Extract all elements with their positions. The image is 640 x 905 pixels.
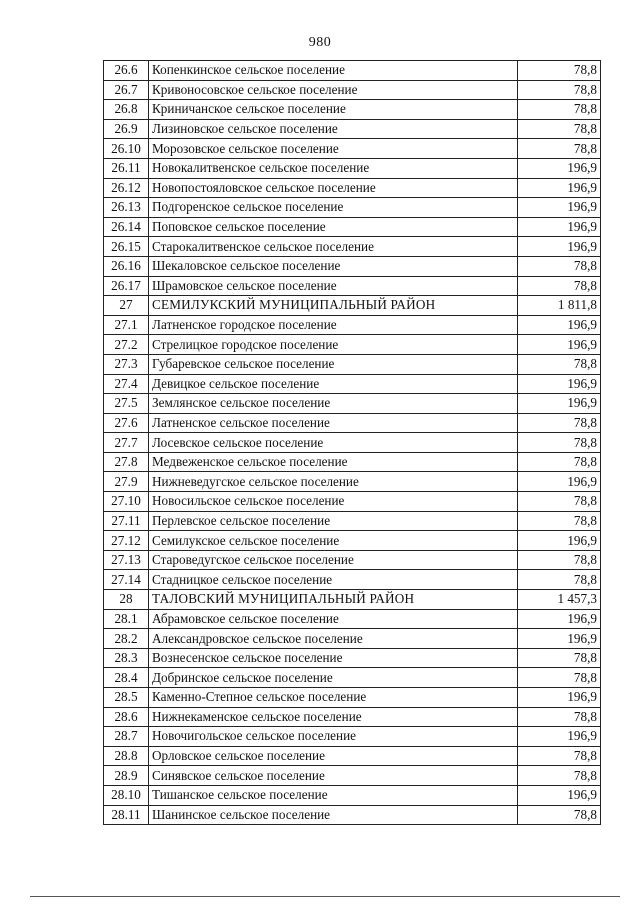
table-row bbox=[104, 668, 601, 688]
row-number: 27.3 bbox=[104, 354, 149, 374]
settlement-name: СЕМИЛУКСКИЙ МУНИЦИПАЛЬНЫЙ РАЙОН bbox=[149, 296, 518, 316]
settlement-name: Новопостояловское сельское поселение bbox=[149, 178, 518, 198]
table-row bbox=[104, 374, 601, 394]
table-row bbox=[104, 315, 601, 335]
settlement-name: Лосевское сельское поселение bbox=[149, 433, 518, 453]
table-row bbox=[104, 746, 601, 766]
row-number: 28.6 bbox=[104, 707, 149, 727]
settlement-name: Шекаловское сельское поселение bbox=[149, 256, 518, 276]
row-number: 27.13 bbox=[104, 550, 149, 570]
row-number: 26.11 bbox=[104, 158, 149, 178]
settlement-name: Семилукское сельское поселение bbox=[149, 531, 518, 551]
table-row bbox=[104, 237, 601, 257]
amount-value: 196,9 bbox=[518, 158, 601, 178]
row-number: 28.1 bbox=[104, 609, 149, 629]
settlement-name: ТАЛОВСКИЙ МУНИЦИПАЛЬНЫЙ РАЙОН bbox=[149, 590, 518, 610]
row-number: 26.10 bbox=[104, 139, 149, 159]
row-number: 27 bbox=[104, 296, 149, 316]
settlement-name: Новокалитвенское сельское поселение bbox=[149, 158, 518, 178]
settlement-name: Стадницкое сельское поселение bbox=[149, 570, 518, 590]
amount-value: 78,8 bbox=[518, 648, 601, 668]
table-row bbox=[104, 139, 601, 159]
table-row bbox=[104, 609, 601, 629]
amount-value: 196,9 bbox=[518, 178, 601, 198]
amount-value: 78,8 bbox=[518, 100, 601, 120]
amount-value: 78,8 bbox=[518, 550, 601, 570]
amount-value: 78,8 bbox=[518, 805, 601, 825]
row-number: 26.12 bbox=[104, 178, 149, 198]
amount-value: 196,9 bbox=[518, 531, 601, 551]
amount-value: 78,8 bbox=[518, 746, 601, 766]
amount-value: 196,9 bbox=[518, 472, 601, 492]
row-number: 28.8 bbox=[104, 746, 149, 766]
settlement-name: Подгоренское сельское поселение bbox=[149, 198, 518, 218]
table-row bbox=[104, 394, 601, 414]
row-number: 26.14 bbox=[104, 217, 149, 237]
amount-value: 78,8 bbox=[518, 668, 601, 688]
row-number: 27.1 bbox=[104, 315, 149, 335]
table-row bbox=[104, 531, 601, 551]
table-row bbox=[104, 550, 601, 570]
table-body bbox=[104, 61, 601, 825]
table-row bbox=[104, 492, 601, 512]
settlement-name: Кривоносовское сельское поселение bbox=[149, 80, 518, 100]
settlement-name: Нижнекаменское сельское поселение bbox=[149, 707, 518, 727]
settlement-name: Губаревское сельское поселение bbox=[149, 354, 518, 374]
amount-value: 196,9 bbox=[518, 237, 601, 257]
amount-value: 78,8 bbox=[518, 433, 601, 453]
row-number: 28.7 bbox=[104, 727, 149, 747]
amount-value: 196,9 bbox=[518, 217, 601, 237]
amount-value: 78,8 bbox=[518, 707, 601, 727]
table-row bbox=[104, 100, 601, 120]
settlement-name: Новочигольское сельское поселение bbox=[149, 727, 518, 747]
settlement-name: Тишанское сельское поселение bbox=[149, 785, 518, 805]
settlement-name: Синявское сельское поселение bbox=[149, 766, 518, 786]
table-row bbox=[104, 198, 601, 218]
settlement-name: Нижневедугское сельское поселение bbox=[149, 472, 518, 492]
settlement-name: Криничанское сельское поселение bbox=[149, 100, 518, 120]
allocation-table bbox=[103, 60, 601, 825]
table-row bbox=[104, 256, 601, 276]
table-row bbox=[104, 354, 601, 374]
table-row bbox=[104, 727, 601, 747]
amount-value: 78,8 bbox=[518, 492, 601, 512]
settlement-name: Девицкое сельское поселение bbox=[149, 374, 518, 394]
table-row bbox=[104, 178, 601, 198]
amount-value: 78,8 bbox=[518, 570, 601, 590]
table-row bbox=[104, 80, 601, 100]
settlement-name: Копенкинское сельское поселение bbox=[149, 61, 518, 81]
row-number: 27.9 bbox=[104, 472, 149, 492]
row-number: 28.4 bbox=[104, 668, 149, 688]
row-number: 28.2 bbox=[104, 629, 149, 649]
row-number: 26.7 bbox=[104, 80, 149, 100]
row-number: 28 bbox=[104, 590, 149, 610]
settlement-name: Латненское сельское поселение bbox=[149, 413, 518, 433]
row-number: 27.2 bbox=[104, 335, 149, 355]
amount-value: 1 457,3 bbox=[518, 590, 601, 610]
row-number: 26.8 bbox=[104, 100, 149, 120]
settlement-name: Староведугское сельское поселение bbox=[149, 550, 518, 570]
amount-value: 78,8 bbox=[518, 511, 601, 531]
amount-value: 196,9 bbox=[518, 198, 601, 218]
amount-value: 78,8 bbox=[518, 256, 601, 276]
settlement-name: Землянское сельское поселение bbox=[149, 394, 518, 414]
row-number: 28.11 bbox=[104, 805, 149, 825]
table-row bbox=[104, 452, 601, 472]
table-row bbox=[104, 433, 601, 453]
table-row bbox=[104, 413, 601, 433]
table-row bbox=[104, 785, 601, 805]
settlement-name: Перлевское сельское поселение bbox=[149, 511, 518, 531]
settlement-name: Латненское городское поселение bbox=[149, 315, 518, 335]
table-row bbox=[104, 570, 601, 590]
amount-value: 196,9 bbox=[518, 629, 601, 649]
table-row bbox=[104, 217, 601, 237]
amount-value: 196,9 bbox=[518, 785, 601, 805]
settlement-name: Морозовское сельское поселение bbox=[149, 139, 518, 159]
table-row bbox=[104, 707, 601, 727]
table-row-district bbox=[104, 296, 601, 316]
row-number: 26.17 bbox=[104, 276, 149, 296]
table-row bbox=[104, 119, 601, 139]
row-number: 28.3 bbox=[104, 648, 149, 668]
amount-value: 196,9 bbox=[518, 374, 601, 394]
amount-value: 196,9 bbox=[518, 315, 601, 335]
row-number: 28.10 bbox=[104, 785, 149, 805]
page-number: 980 bbox=[308, 35, 332, 50]
settlement-name: Абрамовское сельское поселение bbox=[149, 609, 518, 629]
row-number: 27.6 bbox=[104, 413, 149, 433]
row-number: 27.11 bbox=[104, 511, 149, 531]
row-number: 28.5 bbox=[104, 688, 149, 708]
settlement-name: Поповское сельское поселение bbox=[149, 217, 518, 237]
row-number: 27.5 bbox=[104, 394, 149, 414]
settlement-name: Добринское сельское поселение bbox=[149, 668, 518, 688]
amount-value: 78,8 bbox=[518, 354, 601, 374]
amount-value: 196,9 bbox=[518, 727, 601, 747]
amount-value: 78,8 bbox=[518, 276, 601, 296]
settlement-name: Орловское сельское поселение bbox=[149, 746, 518, 766]
table-row-district bbox=[104, 590, 601, 610]
table-row bbox=[104, 805, 601, 825]
row-number: 27.4 bbox=[104, 374, 149, 394]
amount-value: 196,9 bbox=[518, 688, 601, 708]
table-row bbox=[104, 629, 601, 649]
row-number: 27.7 bbox=[104, 433, 149, 453]
row-number: 26.15 bbox=[104, 237, 149, 257]
settlement-name: Стрелицкое городское поселение bbox=[149, 335, 518, 355]
settlement-name: Александровское сельское поселение bbox=[149, 629, 518, 649]
settlement-name: Новосильское сельское поселение bbox=[149, 492, 518, 512]
amount-value: 78,8 bbox=[518, 452, 601, 472]
table-row bbox=[104, 61, 601, 81]
row-number: 26.6 bbox=[104, 61, 149, 81]
settlement-name: Шрамовское сельское поселение bbox=[149, 276, 518, 296]
amount-value: 78,8 bbox=[518, 119, 601, 139]
table-row bbox=[104, 335, 601, 355]
settlement-name: Каменно-Степное сельское поселение bbox=[149, 688, 518, 708]
page-bottom-rule bbox=[30, 896, 620, 897]
amount-value: 78,8 bbox=[518, 61, 601, 81]
table-row bbox=[104, 158, 601, 178]
row-number: 27.12 bbox=[104, 531, 149, 551]
amount-value: 1 811,8 bbox=[518, 296, 601, 316]
amount-value: 78,8 bbox=[518, 766, 601, 786]
table-row bbox=[104, 511, 601, 531]
table-row bbox=[104, 276, 601, 296]
amount-value: 196,9 bbox=[518, 335, 601, 355]
row-number: 26.13 bbox=[104, 198, 149, 218]
table-row bbox=[104, 472, 601, 492]
settlement-name: Вознесенское сельское поселение bbox=[149, 648, 518, 668]
settlement-name: Лизиновское сельское поселение bbox=[149, 119, 518, 139]
row-number: 26.9 bbox=[104, 119, 149, 139]
table-row bbox=[104, 648, 601, 668]
amount-value: 196,9 bbox=[518, 609, 601, 629]
row-number: 26.16 bbox=[104, 256, 149, 276]
settlement-name: Медвеженское сельское поселение bbox=[149, 452, 518, 472]
row-number: 27.10 bbox=[104, 492, 149, 512]
amount-value: 78,8 bbox=[518, 413, 601, 433]
settlement-name: Старокалитвенское сельское поселение bbox=[149, 237, 518, 257]
amount-value: 78,8 bbox=[518, 80, 601, 100]
row-number: 27.14 bbox=[104, 570, 149, 590]
amount-value: 78,8 bbox=[518, 139, 601, 159]
settlement-name: Шанинское сельское поселение bbox=[149, 805, 518, 825]
table-row bbox=[104, 688, 601, 708]
row-number: 27.8 bbox=[104, 452, 149, 472]
amount-value: 196,9 bbox=[518, 394, 601, 414]
row-number: 28.9 bbox=[104, 766, 149, 786]
table-row bbox=[104, 766, 601, 786]
